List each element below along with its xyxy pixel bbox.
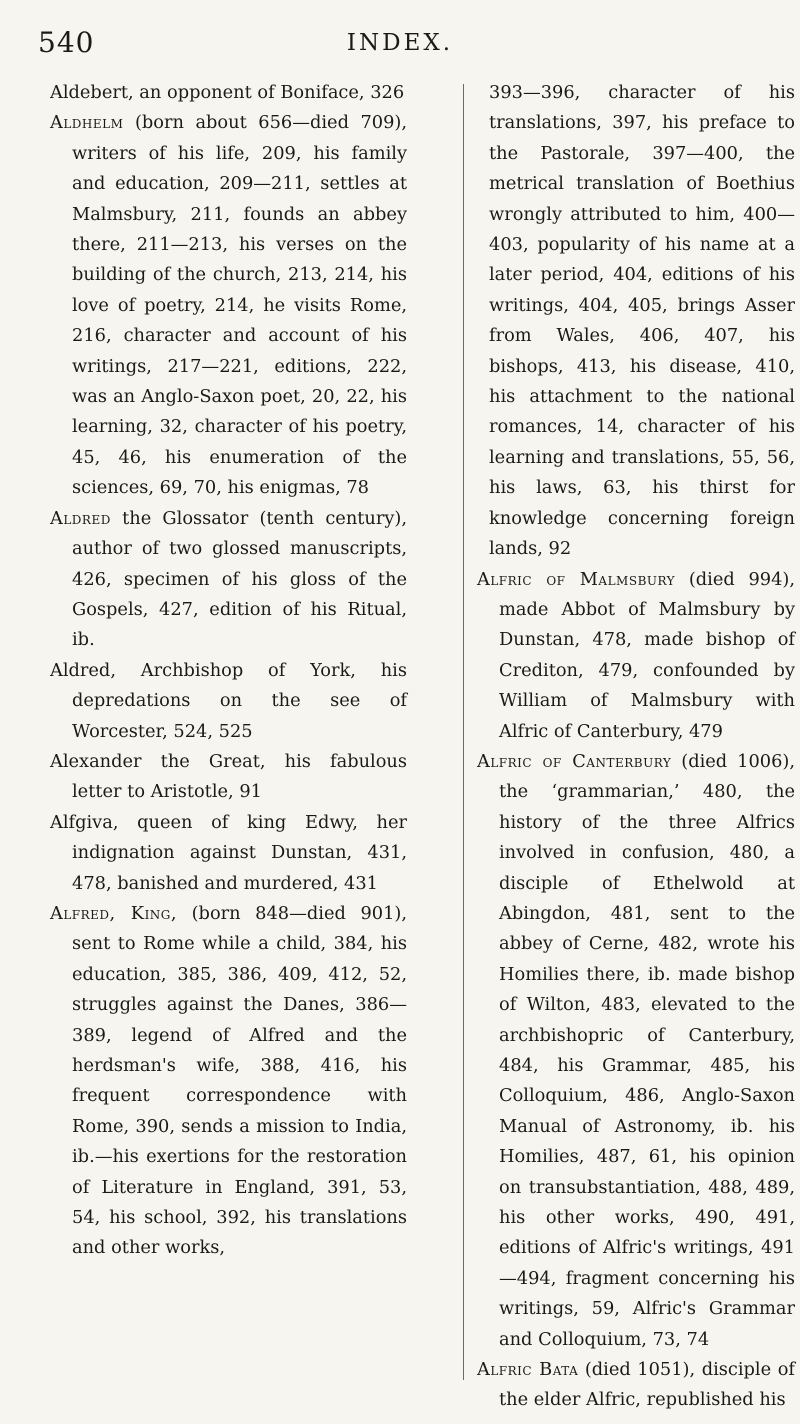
column-divider <box>463 84 464 1380</box>
index-entry <box>50 808 407 899</box>
index-entry <box>50 747 407 808</box>
entry-head: Alexander <box>50 750 142 772</box>
index-entry <box>477 1355 795 1416</box>
page-number: 540 <box>38 26 95 59</box>
entry-body: (died 994), made Abbot of Malmsbury by Dunstan, 478, made bishop of Crediton, 479, confounded by William of Malmsbury with Alfric of Canterbury, 479 <box>499 568 795 742</box>
entry-head: Aldhelm <box>50 112 124 134</box>
entry-head: Alfric of Canterbury <box>477 750 672 772</box>
index-entry <box>50 504 407 656</box>
index-entry-continuation <box>477 78 795 565</box>
entry-head: Alfgiva, <box>50 811 119 833</box>
entry-body: queen of king Edwy, her indignation against Dunstan, 431, 478, banished and murdered, 431 <box>72 811 407 894</box>
running-head: INDEX. <box>346 30 454 56</box>
right-column <box>477 78 795 1416</box>
entry-body: the Great, his fabulous letter to Aristotle, 91 <box>72 750 408 803</box>
entry-body: Archbishop of York, his depredations on the see of Worcester, 524, 525 <box>72 659 407 742</box>
entry-head: Aldred, <box>50 659 116 681</box>
page-header <box>0 26 800 66</box>
left-column <box>50 78 407 1264</box>
index-entry <box>477 565 795 747</box>
entry-body: an opponent of Boniface, 326 <box>139 82 405 103</box>
entry-head: Alfred, King, <box>50 902 178 924</box>
entry-head: Aldred <box>50 507 111 529</box>
entry-head: Alfric of Malmsbury <box>477 568 676 590</box>
index-entry <box>50 899 407 1264</box>
index-entry <box>50 656 407 747</box>
entry-body: (born about 656—died 709), writers of his life, 209, his family and education, 209—211, settles at Malmsbury, 211, founds an abbey there, 211—213, his verses on the building of the church, 213, 214, his love of poetry, 214, he visits Rome, 216, character and account of his writings, 217—221, editions, 222, was an Anglo-Saxon poet, 20, 22, his learning, 32, character of his poetry, 45, 46, his enumeration of the sciences, 69, 70, his enigmas, 78 <box>72 112 407 499</box>
entry-body: (died 1006), the ‘grammarian,’ 480, the history of the three Alfrics involved in confusion, 480, a disciple of Ethelwold at Abingdon, 481, sent to the abbey of Cerne, 482, wrote his Homilies there, ib. made bishop of Wilton, 483, elevated to the archbishopric of Canterbury, 484, his Grammar, 485, his Colloquium, 486, Anglo-Saxon Manual of Astronomy, ib. his Homilies, 487, 61, his opinion on transubstantiation, 488, 489, his other works, 490, 491, editions of Alfric's writings, 491—494, fragment concerning his writings, 59, Alfric's Grammar and Colloquium, 73, 74 <box>499 750 796 1350</box>
index-entry <box>477 747 795 1355</box>
entry-body: the Glossator (tenth century), author of two glossed manuscripts, 426, specimen of his gloss of the Gospels, 427, edition of his Ritual, ib. <box>72 507 407 651</box>
index-entry <box>50 108 407 503</box>
entry-body: (died 1051), disciple of the elder Alfric, republished his <box>499 1359 795 1411</box>
entry-body: 393—396, character of his translations, 397, his preface to the Pastorale, 397—400, the metrical translation of Boethius wrongly attributed to him, 400—403, popularity of his name at a later period, 404, editions of his writings, 404, 405, brings Asser from Wales, 406, 407, his bishops, 413, his disease, 410, his attachment to the national romances, 14, character of his learning and translations, 55, 56, his laws, 63, his thirst for knowledge concerning foreign lands, 92 <box>489 82 795 560</box>
entry-body: (born 848—died 901), sent to Rome while a child, 384, his education, 385, 386, 409, 412, 52, struggles against the Danes, 386—389, legend of Alfred and the herdsman's wife, 388, 416, his frequent correspondence with Rome, 390, sends a mission to India, ib.—his exertions for the restoration of Literature in England, 391, 53, 54, his school, 392, his translations and other works, <box>72 902 407 1259</box>
index-entry <box>50 78 407 108</box>
entry-head: Alfric Bata <box>477 1359 579 1381</box>
entry-head: Aldebert, <box>50 82 134 103</box>
